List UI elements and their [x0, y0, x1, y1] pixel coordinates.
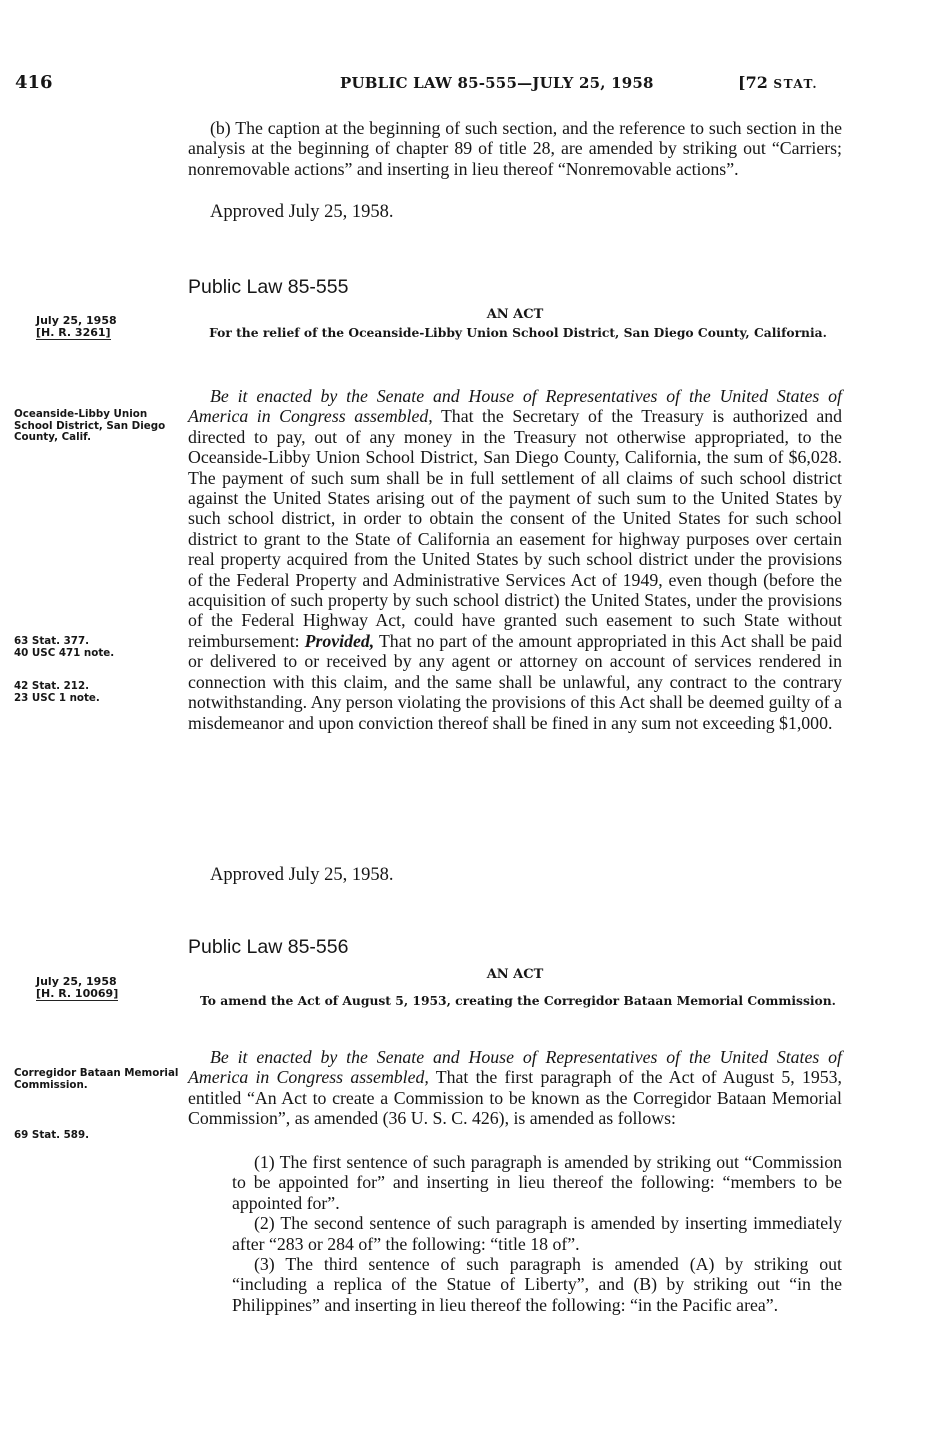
- law-555-date: July 25, 1958: [36, 314, 117, 327]
- law-555-body-1: That the Secretary of the Treasury is authorized and directed to pay, out of any money in the Treasury not otherwise appropriated, to the Oceanside-Libby Union School District, San Diego County, California, the sum of $6,028. The payment of such sum shall be in full settlement of all claims of such school district against the United States arising out of the payment of such sum to the United States by such school district, in order to obtain the consent of the United States for such school district to grant to the State of California an easement for highway purposes over certain real property acquired from the United States by such school district under the provisions of the Federal Property and Administrative Services Act of 1949, even though (before the acquisition of such property by such school district) the United States, under the provisions of the Federal Highway Act, could have granted such easement to such State without reimbursement:: [188, 406, 842, 651]
- law-555-margin-note: Oceanside-Libby Union School District, San Diego County, Calif.: [14, 408, 166, 443]
- running-header: [0, 70, 946, 100]
- law-556-date: July 25, 1958: [36, 975, 117, 988]
- header-title: PUBLIC LAW 85-555—JULY 25, 1958: [340, 74, 654, 92]
- law-555-cite-1: [14, 636, 182, 659]
- page-number: 416: [15, 72, 53, 93]
- law-556-purpose: To amend the Act of August 5, 1953, creating the Corregidor Bataan Memorial Commission.: [200, 993, 836, 1008]
- law-556-an-act: AN ACT: [486, 967, 544, 982]
- law-556-amendments: [232, 1152, 842, 1315]
- law-556-heading: Public Law 85-556: [188, 936, 349, 958]
- law-555-cite-2a: 42 Stat. 212.: [14, 680, 90, 692]
- law-555-approved: Approved July 25, 1958.: [210, 865, 394, 885]
- law-555-an-act: AN ACT: [486, 307, 544, 322]
- law-555-side-date: [36, 315, 117, 340]
- law-555-body-2: That no part of the amount appropriated in this Act shall be paid or delivered to or received by any agent or attorney on account of services rendered in connection with this claim, and the same shall be unlawful, any contract to the contrary notwithstanding. Any person violating the provisions of this Act shall be deemed guilty of a misdemeanor and upon conviction thereof shall be fined in any sum not exceeding $1,000.: [188, 630, 842, 733]
- law-555-heading: Public Law 85-555: [188, 276, 349, 298]
- law-555-cite-2: [14, 681, 182, 704]
- law-555-provided: Provided,: [304, 630, 375, 651]
- law-556-enacting-clause: Be it enacted by the Senate and House of Representatives of the United States of America in Congress assembled,: [188, 1047, 842, 1088]
- law-555-purpose: For the relief of the Oceanside-Libby Union School District, San Diego County, California.: [209, 325, 827, 340]
- law-556-side-date: [36, 976, 118, 1001]
- law-556-body: [188, 1047, 842, 1129]
- header-stat-bracket: [72: [738, 73, 774, 92]
- prev-law-text: (b) The caption at the beginning of such section, and the reference to such section in the analysis at the beginning of chapter 89 of title 28, are amended by striking out “Carriers; nonremovable actions” and inserting in lieu thereof “Nonremovable actions”.: [188, 118, 842, 179]
- prev-law-approved: Approved July 25, 1958.: [210, 202, 394, 222]
- law-556-margin-cite: 69 Stat. 589.: [14, 1129, 90, 1141]
- law-555-cite-1b: 40 USC 471 note.: [14, 646, 115, 659]
- law-555-paragraph: [188, 386, 842, 733]
- law-556-margin-note: Corregidor Bataan Memorial Commission.: [14, 1067, 179, 1091]
- header-stat-label: STAT.: [773, 77, 819, 91]
- law-556-item-3: (3) The third sentence of such paragraph is amended (A) by striking out “including a replica of the Statue of Liberty”, and (B) by striking out “in the Philippines” and inserting in lieu thereof the following: “in the Pacific area”.: [232, 1254, 842, 1315]
- header-stat-volume: [738, 73, 818, 92]
- law-555-enacting-clause: Be it enacted by the Senate and House of Representatives of the United States of America in Congress assembled,: [188, 386, 842, 427]
- law-555-cite-1a: 63 Stat. 377.: [14, 635, 90, 647]
- prev-law-paragraph: [188, 118, 842, 179]
- law-556-body-intro: That the first paragraph of the Act of August 5, 1953, entitled “An Act to create a Commission to be known as the Corregidor Bataan Memorial Commission”, as amended (36 U. S. C. 426), is amended as follows:: [188, 1067, 842, 1129]
- law-555-cite-2b: 23 USC 1 note.: [14, 691, 100, 704]
- law-556-item-2: (2) The second sentence of such paragraph is amended by inserting immediately after “283 or 284 of” the following: “title 18 of”.: [232, 1213, 842, 1254]
- law-556-paragraph: [188, 1047, 842, 1129]
- law-556-item-1: (1) The first sentence of such paragraph is amended by striking out “Commission to be appointed for” and inserting in lieu thereof the following: “members to be appointed for”.: [232, 1152, 842, 1213]
- law-556-bill: [H. R. 10069]: [36, 987, 119, 1000]
- law-555-body: [188, 386, 842, 733]
- law-555-bill: [H. R. 3261]: [36, 326, 111, 339]
